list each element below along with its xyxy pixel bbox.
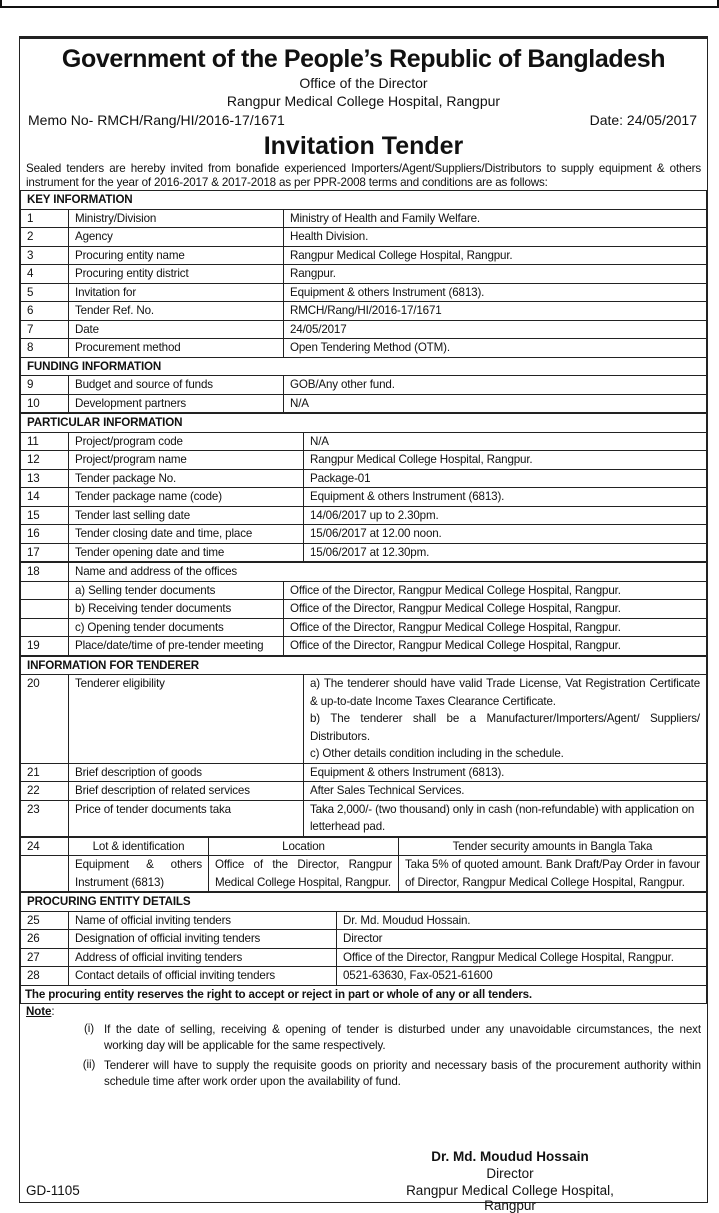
row-label: Place/date/time of pre-tender meeting <box>69 637 284 656</box>
procuring-entity-table <box>20 892 707 1004</box>
section-procuring: PROCURING ENTITY DETAILS <box>21 893 707 912</box>
row-label: Ministry/Division <box>69 209 284 228</box>
row-value: Open Tendering Method (OTM). <box>284 339 707 358</box>
row-label: Tender closing date and time, place <box>69 525 304 544</box>
row-label: Price of tender documents taka <box>69 800 304 836</box>
table-row <box>21 283 707 302</box>
row-value: N/A <box>304 432 707 451</box>
row-number: 21 <box>21 763 69 782</box>
row-value: 14/06/2017 up to 2.30pm. <box>304 506 707 525</box>
table-row <box>21 339 707 358</box>
row-number: 28 <box>21 967 69 986</box>
note-text: If the date of selling, receiving & opening of tender is disturbed under any unavoidable circumstances, the next working day will be applicable for the same respectively. <box>104 1023 701 1052</box>
lot-header-security: Tender security amounts in Bangla Taka <box>399 837 707 856</box>
row-label: Tenderer eligibility <box>69 675 304 764</box>
footer-code: GD-1105 <box>26 1183 80 1198</box>
row-number: 8 <box>21 339 69 358</box>
row-label: Tender package No. <box>69 469 304 488</box>
row-number: 22 <box>21 782 69 801</box>
office-value: Office of the Director, Rangpur Medical College Hospital, Rangpur. <box>284 581 707 600</box>
table-row <box>21 930 707 949</box>
signatory-name: Dr. Md. Moudud Hossain <box>431 1149 589 1164</box>
memo-number: Memo No- RMCH/Rang/HI/2016-17/1671 <box>28 112 285 128</box>
office-line: Office of the Director <box>299 75 428 91</box>
signatory-designation: Director <box>486 1166 534 1181</box>
row-number: 1 <box>21 209 69 228</box>
tender-notice <box>19 36 708 1213</box>
section-key: KEY INFORMATION <box>21 191 707 210</box>
row-label: Name of official inviting tenders <box>69 911 337 930</box>
row-number: 5 <box>21 283 69 302</box>
section-funding: FUNDING INFORMATION <box>21 357 707 376</box>
row-number: 9 <box>21 376 69 395</box>
key-info-table <box>20 190 707 413</box>
table-row <box>21 543 707 562</box>
row-value: N/A <box>284 394 707 413</box>
table-row <box>21 600 707 619</box>
government-title: Government of the People’s Republic of Bangladesh <box>61 45 666 73</box>
note-index: (ii) <box>82 1058 96 1071</box>
office-label: c) Opening tender documents <box>69 618 284 637</box>
row-label: Agency <box>69 228 284 247</box>
row-label: Contact details of official inviting tenders <box>69 967 337 986</box>
invitation-title: Invitation Tender <box>263 132 464 160</box>
row-number: 7 <box>21 320 69 339</box>
row-value: Office of the Director, Rangpur Medical College Hospital, Rangpur. <box>284 637 707 656</box>
table-row <box>21 376 707 395</box>
row-label: Brief description of goods <box>69 763 304 782</box>
table-row <box>21 209 707 228</box>
table-row <box>21 469 707 488</box>
previous-ad-border <box>0 0 719 8</box>
section-tenderer: INFORMATION FOR TENDERER <box>21 656 707 675</box>
office-value: Office of the Director, Rangpur Medical College Hospital, Rangpur. <box>284 618 707 637</box>
lot-table <box>20 837 707 893</box>
row-label: Tender opening date and time <box>69 543 304 562</box>
row-number: 15 <box>21 506 69 525</box>
signature-block <box>380 1149 640 1213</box>
row-value: Ministry of Health and Family Welfare. <box>284 209 707 228</box>
table-row <box>21 763 707 782</box>
table-row <box>21 948 707 967</box>
tenderer-info-table <box>20 656 707 837</box>
table-row <box>21 967 707 986</box>
row-number: 24 <box>21 837 69 856</box>
table-row <box>21 488 707 507</box>
row-label: Procuring entity name <box>69 246 284 265</box>
eligibility-a: a) The tenderer should have valid Trade License, Vat Registration Certificate & up-to-date Income Taxes Clearance Certificate. <box>310 677 700 708</box>
row-value: 15/06/2017 at 12.00 noon. <box>304 525 707 544</box>
row-label: Budget and source of funds <box>69 376 284 395</box>
row-value: Rangpur Medical College Hospital, Rangpur. <box>304 451 707 470</box>
table-row <box>21 506 707 525</box>
notes <box>20 1005 707 1090</box>
row-value: Rangpur Medical College Hospital, Rangpur. <box>284 246 707 265</box>
row-label: Date <box>69 320 284 339</box>
eligibility-value <box>304 675 707 764</box>
table-row <box>21 246 707 265</box>
office-label: b) Receiving tender documents <box>69 600 284 619</box>
row-number: 14 <box>21 488 69 507</box>
row-label: Name and address of the offices <box>69 563 707 582</box>
row-number: 6 <box>21 302 69 321</box>
row-number-empty <box>21 600 69 619</box>
table-row <box>21 581 707 600</box>
office-value: Office of the Director, Rangpur Medical College Hospital, Rangpur. <box>284 600 707 619</box>
row-number: 27 <box>21 948 69 967</box>
row-value: 24/05/2017 <box>284 320 707 339</box>
table-row <box>21 911 707 930</box>
lot-header-identification: Lot & identification <box>69 837 209 856</box>
row-value: RMCH/Rang/HI/2016-17/1671 <box>284 302 707 321</box>
row-number: 26 <box>21 930 69 949</box>
row-label: Project/program name <box>69 451 304 470</box>
particular-info-table <box>20 413 707 562</box>
row-value: After Sales Technical Services. <box>304 782 707 801</box>
memo-row <box>20 111 707 129</box>
row-label: Procurement method <box>69 339 284 358</box>
row-label: Designation of official inviting tenders <box>69 930 337 949</box>
table-row <box>21 856 707 892</box>
row-value: Health Division. <box>284 228 707 247</box>
table-row <box>21 800 707 836</box>
table-row <box>21 394 707 413</box>
table-row <box>21 837 707 856</box>
row-number: 20 <box>21 675 69 764</box>
table-row <box>21 228 707 247</box>
row-value: Office of the Director, Rangpur Medical College Hospital, Rangpur. <box>337 948 707 967</box>
row-label: Tender last selling date <box>69 506 304 525</box>
row-value: Taka 2,000/- (two thousand) only in cash (non-refundable) with application on letterhead pad. <box>304 800 707 836</box>
row-number: 23 <box>21 800 69 836</box>
row-number: 18 <box>21 563 69 582</box>
row-number: 4 <box>21 265 69 284</box>
table-row <box>21 265 707 284</box>
hospital-line: Rangpur Medical College Hospital, Rangpur <box>226 93 501 109</box>
table-row <box>21 525 707 544</box>
row-number-empty <box>21 856 69 892</box>
note-colon: : <box>51 1005 55 1018</box>
row-label: Procuring entity district <box>69 265 284 284</box>
row-value: Dr. Md. Moudud Hossain. <box>337 911 707 930</box>
row-number: 13 <box>21 469 69 488</box>
row-value: Equipment & others Instrument (6813). <box>304 488 707 507</box>
table-row <box>21 563 707 582</box>
lot-identification: Equipment & others Instrument (6813) <box>69 856 209 892</box>
row-number: 16 <box>21 525 69 544</box>
intro-paragraph: Sealed tenders are hereby invited from bonafide experienced Importers/Agent/Suppliers/Distributors to supply equipment & others instrument for the year of 2016-2017 & 2017-2018 as per PPR-2008 terms and conditions are as follows: <box>26 162 701 189</box>
row-label: Invitation for <box>69 283 284 302</box>
table-row <box>21 432 707 451</box>
note-item <box>26 1058 701 1090</box>
row-number: 10 <box>21 394 69 413</box>
table-row <box>21 782 707 801</box>
eligibility-b: b) The tenderer shall be a Manufacturer/Importers/Agent/ Suppliers/ Distributors. <box>310 712 700 743</box>
row-number: 19 <box>21 637 69 656</box>
note-label: Note <box>26 1005 52 1018</box>
table-row <box>21 320 707 339</box>
row-label: Address of official inviting tenders <box>69 948 337 967</box>
row-label: Tender Ref. No. <box>69 302 284 321</box>
row-value: Package-01 <box>304 469 707 488</box>
offices-table <box>20 562 707 656</box>
memo-date: Date: 24/05/2017 <box>589 112 697 128</box>
row-label: Tender package name (code) <box>69 488 304 507</box>
note-index: (i) <box>84 1022 94 1035</box>
row-value: 0521-63630, Fax-0521-61600 <box>337 967 707 986</box>
row-number: 3 <box>21 246 69 265</box>
row-value: Equipment & others Instrument (6813). <box>304 763 707 782</box>
reserve-statement: The procuring entity reserves the right to accept or reject in part or whole of any or all tenders. <box>21 985 707 1004</box>
table-row <box>21 618 707 637</box>
row-value: Equipment & others Instrument (6813). <box>284 283 707 302</box>
row-label: Development partners <box>69 394 284 413</box>
note-item <box>26 1022 701 1054</box>
eligibility-c: c) Other details condition including in the schedule. <box>310 747 564 760</box>
table-row <box>21 637 707 656</box>
row-value: 15/06/2017 at 12.30pm. <box>304 543 707 562</box>
lot-header-location: Location <box>209 837 399 856</box>
notice-header <box>20 45 707 110</box>
notice-body <box>20 37 707 1213</box>
row-value: GOB/Any other fund. <box>284 376 707 395</box>
note-text: Tenderer will have to supply the requisite goods on priority and necessary basis of the procurement authority within schedule time after work order upon the availability of fund. <box>104 1059 701 1088</box>
row-number: 2 <box>21 228 69 247</box>
row-number-empty <box>21 618 69 637</box>
row-label: Project/program code <box>69 432 304 451</box>
table-row <box>21 302 707 321</box>
row-number: 25 <box>21 911 69 930</box>
row-value: Rangpur. <box>284 265 707 284</box>
row-label: Brief description of related services <box>69 782 304 801</box>
row-number-empty <box>21 581 69 600</box>
signatory-org: Rangpur Medical College Hospital, Rangpur <box>406 1183 614 1213</box>
row-number: 11 <box>21 432 69 451</box>
row-number: 17 <box>21 543 69 562</box>
row-number: 12 <box>21 451 69 470</box>
table-row <box>21 451 707 470</box>
lot-security: Taka 5% of quoted amount. Bank Draft/Pay Order in favour of Director, Rangpur Medical College Hospital, Rangpur. <box>399 856 707 892</box>
office-label: a) Selling tender documents <box>69 581 284 600</box>
section-particular: PARTICULAR INFORMATION <box>21 414 707 433</box>
table-row <box>21 675 707 764</box>
lot-location: Office of the Director, Rangpur Medical College Hospital, Rangpur. <box>209 856 399 892</box>
row-value: Director <box>337 930 707 949</box>
